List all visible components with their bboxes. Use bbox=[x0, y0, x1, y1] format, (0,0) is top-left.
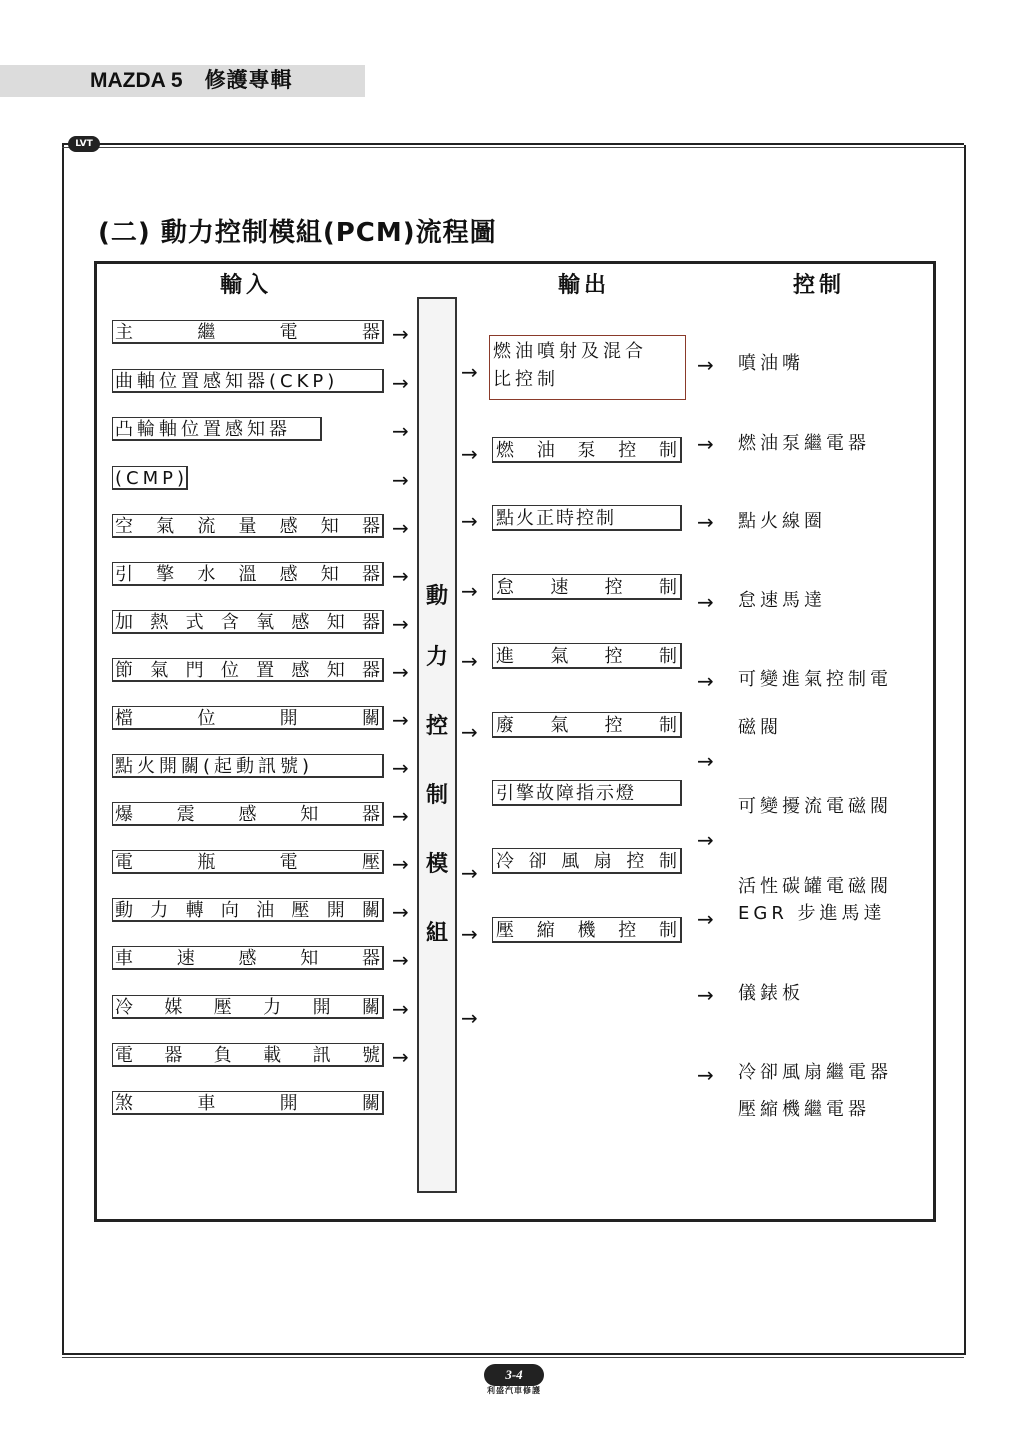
arrow-icon: → bbox=[392, 564, 409, 588]
label-char: 震 bbox=[176, 804, 195, 825]
arrow-icon: → bbox=[697, 1063, 714, 1087]
label-char: 知 bbox=[320, 516, 339, 537]
label-char: 壓 bbox=[291, 900, 310, 921]
arrow-icon: → bbox=[697, 983, 714, 1007]
arrow-icon: → bbox=[392, 948, 409, 972]
arrow-icon: → bbox=[461, 442, 478, 466]
input-box bbox=[112, 610, 384, 634]
arrow-icon: → bbox=[461, 649, 478, 673]
arrow-icon: → bbox=[697, 432, 714, 456]
input-box bbox=[112, 562, 384, 586]
label-char: 開 bbox=[279, 1093, 298, 1114]
label-char: 煞 bbox=[115, 1093, 133, 1114]
label-char: 器 bbox=[361, 322, 380, 343]
label-char: 控 bbox=[604, 577, 623, 598]
pcm-label-char: 動 bbox=[425, 584, 448, 609]
output-box bbox=[492, 917, 682, 943]
label-char: 制 bbox=[658, 715, 677, 736]
label-char: 壓 bbox=[496, 920, 514, 941]
arrow-icon: → bbox=[392, 804, 409, 828]
top-rule bbox=[62, 143, 964, 148]
label-char: 油 bbox=[536, 440, 555, 461]
label-char: 置 bbox=[256, 660, 275, 681]
label-char: 加 bbox=[115, 612, 133, 633]
arrow-icon: → bbox=[697, 828, 714, 852]
label-char: 節 bbox=[115, 660, 133, 681]
page-number: 3-4 bbox=[484, 1364, 544, 1386]
input-box bbox=[112, 658, 384, 682]
label-char: 電 bbox=[115, 852, 133, 873]
label-char: 關 bbox=[361, 900, 380, 921]
arrow-icon: → bbox=[697, 353, 714, 377]
arrow-icon: → bbox=[697, 590, 714, 614]
label-char: 速 bbox=[176, 948, 195, 969]
input-box bbox=[112, 995, 384, 1019]
label-char: 制 bbox=[658, 646, 677, 667]
label-char: 器 bbox=[361, 516, 380, 537]
header bbox=[90, 67, 293, 95]
output-box bbox=[492, 574, 682, 600]
control-label: 點火線圈 bbox=[738, 511, 826, 532]
label-char: 知 bbox=[320, 564, 339, 585]
label-char: 電 bbox=[279, 322, 298, 343]
column-header-input: 輸入 bbox=[220, 273, 273, 298]
label-char: 流 bbox=[197, 516, 216, 537]
label-char: 氣 bbox=[550, 715, 569, 736]
label-char: 車 bbox=[115, 948, 133, 969]
pcm-label-char: 組 bbox=[425, 921, 448, 946]
input-box bbox=[112, 946, 384, 970]
pcm-label-char: 控 bbox=[425, 714, 448, 739]
column-header-output: 輸出 bbox=[558, 273, 611, 298]
output-box-fuel-injection bbox=[489, 335, 686, 400]
label-char: 控 bbox=[618, 440, 637, 461]
header-subtitle: 修護專輯 bbox=[204, 69, 293, 92]
label-char: 風 bbox=[561, 851, 580, 872]
arrow-icon: → bbox=[392, 852, 409, 876]
arrow-icon: → bbox=[392, 612, 409, 636]
label-char: 控 bbox=[618, 920, 637, 941]
arrow-icon: → bbox=[461, 579, 478, 603]
arrow-icon: → bbox=[392, 371, 409, 395]
label-char: 繼 bbox=[197, 322, 216, 343]
output-box bbox=[492, 848, 682, 874]
control-label: EGR 步進馬達 bbox=[738, 903, 886, 924]
label-char: 扇 bbox=[593, 851, 612, 872]
label-char: 器 bbox=[361, 564, 380, 585]
label-char: 器 bbox=[362, 948, 380, 969]
input-box bbox=[112, 514, 384, 538]
input-box: (CMP) bbox=[112, 466, 188, 490]
label-char: 器 bbox=[164, 1045, 183, 1066]
label-char: 關 bbox=[361, 708, 380, 729]
label-char: 感 bbox=[291, 660, 310, 681]
label-char: 氣 bbox=[550, 646, 569, 667]
column-header-control: 控制 bbox=[793, 273, 846, 298]
label-char: 式 bbox=[185, 612, 204, 633]
label-char: 轉 bbox=[185, 900, 204, 921]
label-char: 感 bbox=[238, 948, 257, 969]
label-char: 冷 bbox=[496, 851, 514, 872]
label-char: 位 bbox=[197, 708, 216, 729]
arrow-icon: → bbox=[392, 756, 409, 780]
label-char: 瓶 bbox=[197, 852, 216, 873]
label-char: 開 bbox=[326, 900, 345, 921]
publisher-logo: LVT bbox=[68, 136, 100, 152]
publisher-name: 利盛汽車修護 bbox=[487, 1386, 541, 1395]
control-label: 儀錶板 bbox=[738, 983, 804, 1004]
label-char: 載 bbox=[263, 1045, 282, 1066]
output-box bbox=[492, 437, 682, 463]
label-char: 感 bbox=[291, 612, 310, 633]
label-char: 號 bbox=[361, 1045, 380, 1066]
arrow-icon: → bbox=[392, 322, 409, 346]
label-char: 動 bbox=[115, 900, 133, 921]
label-char: 卻 bbox=[528, 851, 547, 872]
label-char: 擎 bbox=[156, 564, 175, 585]
header-model: MAZDA 5 bbox=[90, 69, 183, 92]
label-char: 開 bbox=[279, 708, 298, 729]
label-char: 壓 bbox=[361, 852, 380, 873]
label-char: 器 bbox=[362, 804, 380, 825]
input-box bbox=[112, 706, 384, 730]
label-char: 向 bbox=[220, 900, 239, 921]
arrow-icon: → bbox=[392, 419, 409, 443]
control-label: 怠速馬達 bbox=[738, 590, 826, 611]
label-char: 力 bbox=[263, 997, 282, 1018]
label-char: 油 bbox=[256, 900, 275, 921]
control-label: 可變擾流電磁閥 bbox=[738, 796, 892, 817]
arrow-icon: → bbox=[392, 660, 409, 684]
label-char: 負 bbox=[213, 1045, 232, 1066]
label-char: 門 bbox=[185, 660, 204, 681]
label-char: 進 bbox=[496, 646, 514, 667]
arrow-icon: → bbox=[461, 720, 478, 744]
label-char: 控 bbox=[626, 851, 645, 872]
input-box bbox=[112, 1043, 384, 1067]
label-char: 感 bbox=[279, 516, 298, 537]
input-box: 點火開關(起動訊號) bbox=[112, 754, 384, 778]
control-label: 可變進氣控制電 bbox=[738, 669, 892, 690]
arrow-icon: → bbox=[392, 708, 409, 732]
label-char: 開 bbox=[312, 997, 331, 1018]
arrow-icon: → bbox=[697, 669, 714, 693]
page-title: (二) 動力控制模組(PCM)流程圖 bbox=[98, 218, 497, 248]
pcm-module bbox=[417, 297, 457, 1193]
arrow-icon: → bbox=[392, 997, 409, 1021]
label-char: 水 bbox=[197, 564, 216, 585]
arrow-icon: → bbox=[461, 360, 478, 384]
arrow-icon: → bbox=[461, 1006, 478, 1030]
label-char: 廢 bbox=[496, 715, 514, 736]
label-char: 制 bbox=[659, 920, 677, 941]
output-box: 點火正時控制 bbox=[492, 505, 682, 531]
control-label: 壓縮機繼電器 bbox=[738, 1099, 870, 1120]
input-box: 凸輪軸位置感知器 bbox=[112, 417, 322, 441]
label-char: 制 bbox=[658, 577, 677, 598]
label-char: 冷 bbox=[115, 997, 133, 1018]
input-box bbox=[112, 802, 384, 826]
label-char: 引 bbox=[115, 564, 133, 585]
control-label: 燃油泵繼電器 bbox=[738, 433, 870, 454]
label-char: 感 bbox=[238, 804, 257, 825]
output-box bbox=[492, 712, 682, 738]
label-char: 熱 bbox=[150, 612, 169, 633]
label-char: 檔 bbox=[115, 708, 133, 729]
label-char: 氣 bbox=[156, 516, 175, 537]
arrow-icon: → bbox=[392, 900, 409, 924]
label-char: 速 bbox=[550, 577, 569, 598]
label-char: 電 bbox=[115, 1045, 133, 1066]
label-char: 電 bbox=[279, 852, 298, 873]
label-char: 關 bbox=[361, 1093, 380, 1114]
label-char: 知 bbox=[300, 948, 319, 969]
arrow-icon: → bbox=[392, 516, 409, 540]
input-box: 曲軸位置感知器(CKP) bbox=[112, 369, 384, 393]
label-char: 爆 bbox=[115, 804, 133, 825]
label-char: 位 bbox=[220, 660, 239, 681]
control-label: 磁閥 bbox=[738, 717, 782, 738]
label-char: 車 bbox=[197, 1093, 216, 1114]
label-char: 怠 bbox=[496, 577, 514, 598]
output-box: 引擎故障指示燈 bbox=[492, 780, 682, 806]
label-char: 知 bbox=[326, 612, 345, 633]
output-box bbox=[492, 643, 682, 669]
label-char: 壓 bbox=[213, 997, 232, 1018]
output-label-line: 比控制 bbox=[493, 369, 559, 390]
label-char: 制 bbox=[659, 440, 677, 461]
arrow-icon: → bbox=[697, 749, 714, 773]
arrow-icon: → bbox=[697, 510, 714, 534]
label-char: 控 bbox=[604, 715, 623, 736]
arrow-icon: → bbox=[461, 922, 478, 946]
arrow-icon: → bbox=[392, 1045, 409, 1069]
label-char: 器 bbox=[361, 660, 380, 681]
label-char: 機 bbox=[577, 920, 596, 941]
label-char: 燃 bbox=[496, 440, 514, 461]
pcm-label-char: 力 bbox=[425, 645, 448, 670]
input-box bbox=[112, 320, 384, 344]
label-char: 訊 bbox=[312, 1045, 331, 1066]
label-char: 關 bbox=[361, 997, 380, 1018]
label-char: 空 bbox=[115, 516, 133, 537]
label-char: 縮 bbox=[536, 920, 555, 941]
label-char: 媒 bbox=[164, 997, 183, 1018]
arrow-icon: → bbox=[461, 861, 478, 885]
label-char: 溫 bbox=[238, 564, 257, 585]
label-char: 泵 bbox=[577, 440, 596, 461]
bottom-rule bbox=[62, 1353, 964, 1358]
input-box bbox=[112, 850, 384, 874]
pcm-label-char: 制 bbox=[425, 783, 448, 808]
output-label-line: 燃油噴射及混合 bbox=[493, 341, 647, 362]
label-char: 力 bbox=[150, 900, 169, 921]
label-char: 氧 bbox=[256, 612, 275, 633]
input-box bbox=[112, 898, 384, 922]
arrow-icon: → bbox=[392, 468, 409, 492]
control-label: 噴油嘴 bbox=[738, 353, 804, 374]
label-char: 知 bbox=[326, 660, 345, 681]
arrow-icon: → bbox=[697, 907, 714, 931]
label-char: 氣 bbox=[150, 660, 169, 681]
pcm-label-char: 模 bbox=[425, 852, 448, 877]
input-box bbox=[112, 1091, 384, 1115]
label-char: 主 bbox=[115, 322, 133, 343]
arrow-icon: → bbox=[461, 509, 478, 533]
label-char: 知 bbox=[300, 804, 319, 825]
label-char: 控 bbox=[604, 646, 623, 667]
label-char: 器 bbox=[361, 612, 380, 633]
label-char: 感 bbox=[279, 564, 298, 585]
label-char: 制 bbox=[658, 851, 677, 872]
label-char: 量 bbox=[238, 516, 257, 537]
label-char: 含 bbox=[220, 612, 239, 633]
control-label: 冷卻風扇繼電器 bbox=[738, 1062, 892, 1083]
control-label: 活性碳罐電磁閥 bbox=[738, 876, 892, 897]
